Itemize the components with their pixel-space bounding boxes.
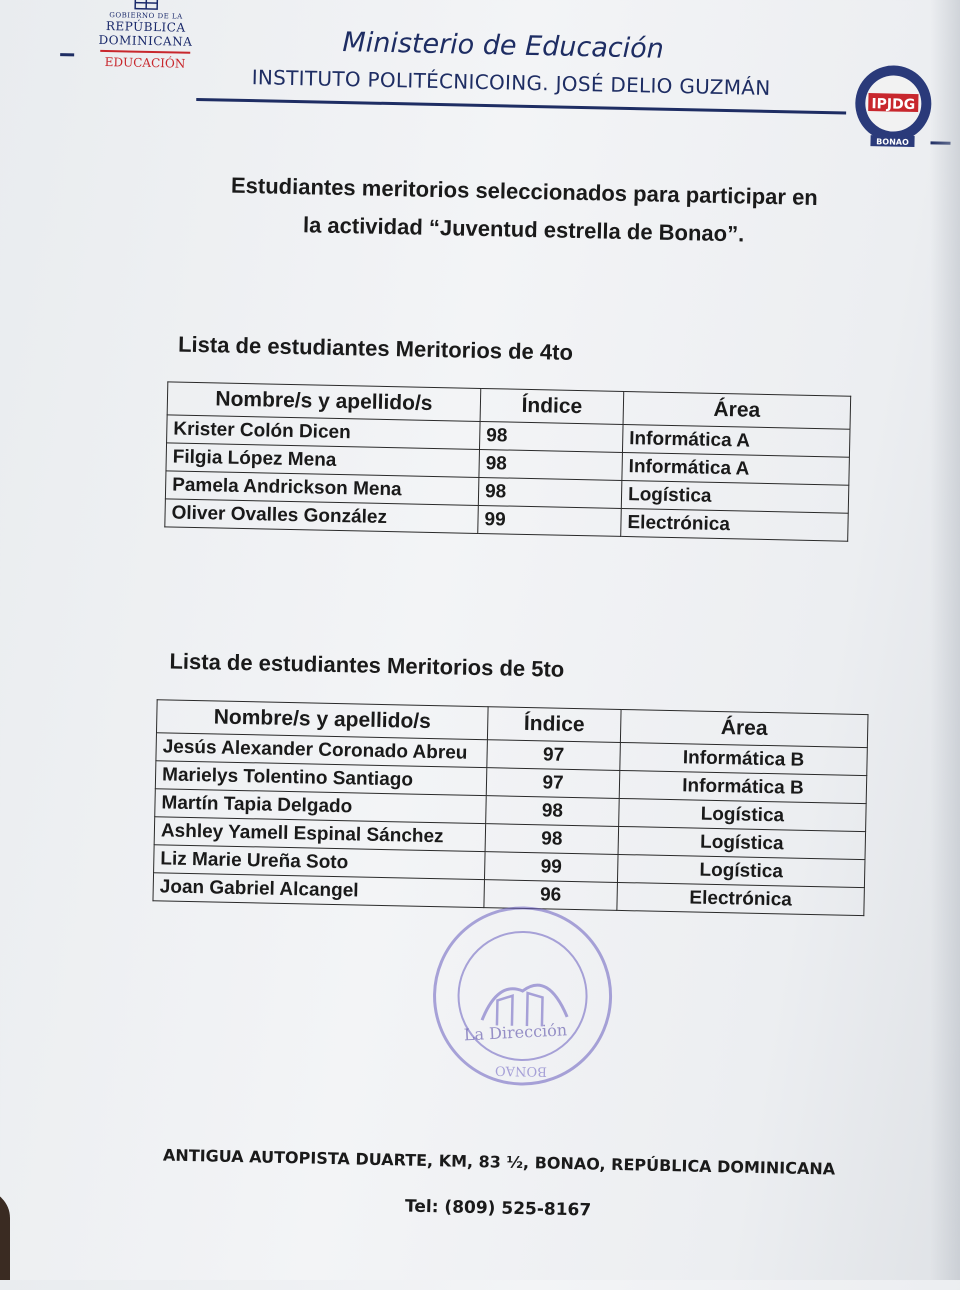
heading-line2: la actividad “Juventud estrella de Bonao”.	[183, 204, 864, 256]
cell-area: Informática A	[622, 424, 850, 457]
stamp-bottom-text: BONAO	[495, 1062, 547, 1078]
official-stamp-icon	[426, 899, 620, 1093]
cell-area: Informática A	[622, 452, 850, 485]
cell-area: Electrónica	[617, 882, 865, 915]
cell-index: 98	[478, 477, 622, 508]
cell-area: Informática B	[619, 770, 867, 803]
cell-name: Ashley Yamell Espinal Sánchez	[154, 817, 486, 852]
cell-name: Krister Colón Dicen	[167, 415, 481, 450]
cell-name: Pamela Andrickson Mena	[165, 471, 479, 506]
cell-name: Joan Gabriel Alcangel	[153, 873, 485, 908]
cell-index: 98	[486, 796, 620, 827]
gov-divider	[100, 50, 190, 54]
cell-index: 98	[485, 824, 619, 855]
coat-of-arms-icon	[129, 0, 163, 11]
cell-index: 97	[486, 768, 620, 799]
header-index: Índice	[487, 707, 621, 743]
cell-index: 98	[479, 421, 623, 452]
heading-line1: Estudiantes meritorios seleccionados para participar en	[184, 166, 865, 218]
header-name: Nombre/s y apellido/s	[156, 700, 488, 740]
stamp-signature-text: La Dirección	[463, 1020, 567, 1044]
ministry-title: Ministerio de Educación	[342, 27, 723, 66]
government-logo	[60, 0, 232, 72]
cell-area: Logística	[618, 826, 866, 859]
cell-index: 99	[484, 852, 618, 883]
list-title-4to: Lista de estudiantes Meritorios de 4to	[178, 332, 573, 366]
header-name: Nombre/s y apellido/s	[167, 382, 481, 422]
cell-name: Filgia López Mena	[166, 443, 480, 478]
header-area: Área	[620, 709, 868, 747]
footer-address: ANTIGUA AUTOPISTA DUARTE, KM, 83 ½, BONAO, REPÚBLICA DOMINICANA	[149, 1145, 849, 1179]
footer-phone: Tel: (809) 525-8167	[148, 1191, 848, 1226]
cell-area: Logística	[619, 798, 867, 831]
table-5to	[152, 699, 868, 916]
header-dash-left	[60, 53, 74, 56]
list-title-5to: Lista de estudiantes Meritorios de 5to	[169, 649, 564, 683]
cell-name: Marielys Tolentino Santiago	[155, 761, 487, 796]
institute-name: INSTITUTO POLITÉCNICOING. JOSÉ DELIO GUZMÁN	[251, 65, 851, 102]
table-4to	[164, 381, 851, 541]
school-logo-subtext: BONAO	[876, 137, 909, 147]
cell-name: Oliver Ovalles González	[165, 499, 479, 534]
cell-name: Martín Tapia Delgado	[155, 789, 487, 824]
gov-line3: EDUCACIÓN	[60, 54, 230, 72]
school-logo-text: IPJDG	[871, 96, 915, 113]
institute-underline	[196, 98, 846, 115]
paper-shadow-edge	[930, 0, 960, 1280]
cell-index: 96	[484, 880, 618, 911]
header-area: Área	[623, 391, 851, 429]
cell-area: Logística	[621, 480, 849, 513]
cell-index: 97	[487, 740, 621, 771]
cell-area: Logística	[617, 854, 865, 887]
cell-name: Jesús Alexander Coronado Abreu	[156, 733, 488, 768]
cell-index: 98	[479, 449, 623, 480]
cell-index: 99	[478, 505, 622, 536]
cell-name: Liz Marie Ureña Soto	[154, 845, 486, 880]
gov-line1: GOBIERNO DE LA	[61, 10, 231, 22]
document-heading	[183, 166, 864, 256]
cell-area: Electrónica	[621, 508, 849, 541]
header-index: Índice	[480, 388, 624, 424]
school-logo-icon	[845, 63, 942, 150]
cell-area: Informática B	[620, 742, 868, 775]
gov-line2: REPÚBLICA DOMINICANA	[60, 18, 231, 50]
